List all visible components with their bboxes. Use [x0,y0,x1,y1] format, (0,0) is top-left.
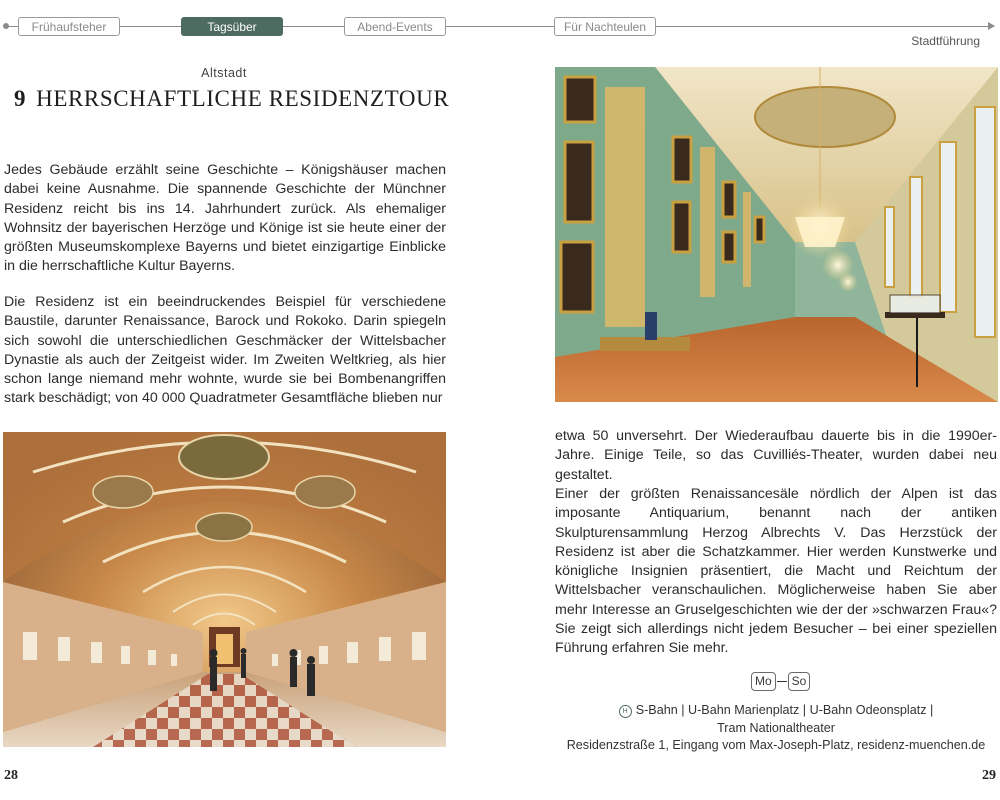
transport-line-1: H S-Bahn | U-Bahn Marienplatz | U-Bahn Odeonsplatz | [555,702,997,720]
day-from-badge: Mo [751,672,776,691]
tab-fruehaufsteher[interactable]: Frühaufsteher [18,17,120,36]
stop-icon: H [619,705,632,718]
day-to-badge: So [788,672,811,691]
timeline-line [8,26,994,27]
tab-abend-events[interactable]: Abend-Events [344,17,446,36]
ubahn2-stop: Odeonsplatz [855,703,927,717]
transport-info [555,702,997,755]
page-title [14,86,449,112]
ubahn2-label: U-Bahn [809,703,853,717]
day-range-dash [777,681,787,682]
tab-fuer-nachteulen[interactable]: Für Nachteulen [554,17,656,36]
tour-number: 9 [14,86,27,111]
district-label: Altstadt [201,66,247,80]
reconstruction-paragraph: etwa 50 unversehrt. Der Wiederaufbau dauerte bis in die 1990er-Jahre. Einige Teile, so das Cuvilliés-Theater, wurden dabei neu gestaltet. [555,428,997,483]
section-label: Stadtführung [911,34,980,48]
gallery-photo [555,67,998,402]
timeline-start-dot [3,23,9,29]
sbahn-label: S-Bahn [635,703,678,717]
tour-title: HERRSCHAFTLICHE RESIDENZTOUR [36,86,450,111]
tram-stop: Nationaltheater [749,720,835,735]
page-number-left: 28 [4,768,18,783]
tab-tagsueber[interactable]: Tagsüber [181,17,283,36]
transport-line-2 [555,720,997,738]
antiquarium-paragraph: Einer der größten Renaissancesäle nördlich der Alpen ist das imposante Antiquarium, benannt nach der antiken Skulpturensammlung Herzog Albrechts V. Das Herzstück der Residenz ist aber die Schatzkammer. Hier werden Kunstwerke und königliche Insignien präsentiert, die Macht und Reichtum der Wittelsbacher veranschaulichen. Möglicherweise haben Sie aber mehr Interesse an Gruselgeschichten wie der der »schwarzen Frau«? Sie zeigt sich allerdings nicht jedem Besucher – bei einer speziellen Führung erfahren Sie mehr. [555,486,997,657]
page-number-right: 29 [982,768,996,783]
timeline-arrow-icon [988,22,995,30]
address: Residenzstraße 1, Eingang vom Max-Joseph-Platz, residenz-muenchen.de [566,738,986,752]
ubahn1-stop: Marienplatz [734,703,800,717]
antiquarium-photo [3,432,446,747]
history-paragraph: Die Residenz ist ein beeindruckendes Beispiel für verschiedene Baustile, darunter Renaissance, Barock und Rokoko. Darin spiegeln sich sowohl die unterschiedlichen Geschmäcker der Wittelsbacher Dynastie als auch der Zeitgeist wider. Im Zweiten Weltkrieg, als hier schon lange niemand mehr wohnte, wurde sie bei Bombenangriffen stark beschädigt; von 40 000 Quadratmeter Gesamtfläche blieben nur [4,294,446,407]
ubahn1-label: U-Bahn [688,703,731,717]
opening-days [751,671,810,691]
intro-paragraph: Jedes Gebäude erzählt seine Geschichte – Königshäuser machen dabei keine Ausnahme. Die spannende Geschichte der Münchner Residenz reicht bis ins 14. Jahrhundert zurück. Als ehemaliger Wohnsitz der bayerischen Herzöge und Könige ist sie heute einer der größten Museumskomplexe Bayerns und bietet einzigartige Einblicke in die herrschaftliche Kultur Bayerns. [4,162,446,275]
tram-label: Tram [717,720,746,735]
